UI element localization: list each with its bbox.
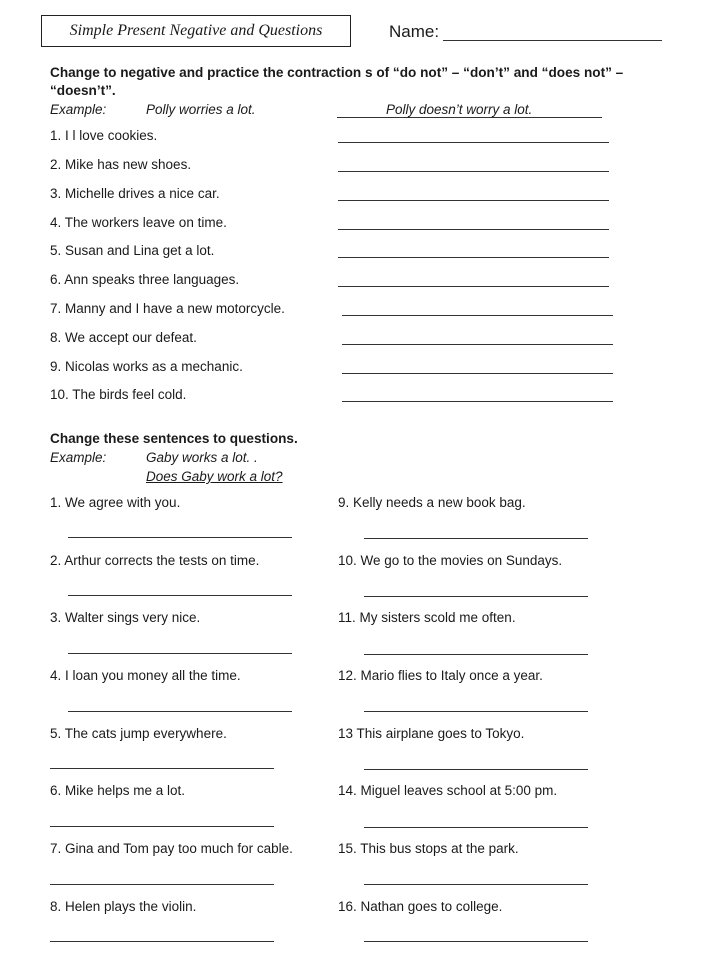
question-answer-line-11[interactable] (364, 654, 588, 655)
question-item-16: 16. Nathan goes to college. (338, 899, 503, 914)
question-answer-line-13[interactable] (364, 769, 588, 770)
question-answer-line-7[interactable] (50, 884, 274, 885)
negative-answer-line-10[interactable] (342, 401, 613, 402)
question-item-9: 9. Kelly needs a new book bag. (338, 495, 526, 510)
question-answer-line-14[interactable] (364, 827, 588, 828)
question-item-3: 3. Walter sings very nice. (50, 610, 201, 625)
negative-item-8: 8. We accept our defeat. (50, 330, 197, 345)
question-item-6: 6. Mike helps me a lot. (50, 783, 186, 798)
question-answer-line-1[interactable] (68, 537, 292, 538)
question-answer-line-10[interactable] (364, 596, 588, 597)
name-field-line[interactable] (443, 40, 662, 41)
question-answer-line-6[interactable] (50, 826, 274, 827)
negative-answer-line-3[interactable] (338, 200, 609, 201)
section2-instruction: Change these sentences to questions. (50, 431, 298, 446)
section1-example-answer-line (337, 117, 602, 118)
question-answer-line-8[interactable] (50, 941, 274, 942)
question-answer-line-9[interactable] (364, 538, 588, 539)
name-label: Name: (389, 22, 440, 41)
question-answer-line-15[interactable] (364, 884, 588, 885)
section1-example-answer: Polly doesn’t worry a lot. (386, 102, 533, 117)
negative-item-3: 3. Michelle drives a nice car. (50, 186, 220, 201)
question-item-15: 15. This bus stops at the park. (338, 841, 519, 856)
worksheet-title: Simple Present Negative and Questions (41, 15, 351, 47)
question-item-13: 13 This airplane goes to Tokyo. (338, 726, 525, 741)
negative-item-6: 6. Ann speaks three languages. (50, 272, 240, 287)
section2-example-answer: Does Gaby work a lot? (146, 469, 283, 484)
negative-answer-line-8[interactable] (342, 344, 613, 345)
question-answer-line-3[interactable] (68, 653, 292, 654)
negative-answer-line-2[interactable] (338, 171, 609, 172)
negative-answer-line-6[interactable] (338, 286, 609, 287)
question-item-8: 8. Helen plays the violin. (50, 899, 197, 914)
question-answer-line-12[interactable] (364, 711, 588, 712)
section1-instruction (50, 64, 710, 100)
section1-example-sentence: Polly worries a lot. (146, 102, 256, 117)
negative-item-9: 9. Nicolas works as a mechanic. (50, 359, 243, 374)
question-item-11: 11. My sisters scold me often. (338, 610, 516, 625)
negative-item-10: 10. The birds feel cold. (50, 387, 187, 402)
section1-instruction-line1: Change to negative and practice the contraction s of “do not” – “don’t” and “does not” – (50, 65, 624, 80)
question-answer-line-2[interactable] (68, 595, 292, 596)
negative-item-4: 4. The workers leave on time. (50, 215, 227, 230)
question-answer-line-16[interactable] (364, 941, 588, 942)
negative-item-5: 5. Susan and Lina get a lot. (50, 243, 215, 258)
negative-answer-line-9[interactable] (342, 373, 613, 374)
section1-instruction-line2: “doesn’t”. (50, 83, 116, 98)
question-item-14: 14. Miguel leaves school at 5:00 pm. (338, 783, 558, 798)
negative-answer-line-1[interactable] (338, 142, 609, 143)
negative-answer-line-5[interactable] (338, 257, 609, 258)
question-item-2: 2. Arthur corrects the tests on time. (50, 553, 260, 568)
question-item-4: 4. I loan you money all the time. (50, 668, 241, 683)
question-item-12: 12. Mario flies to Italy once a year. (338, 668, 543, 683)
question-item-5: 5. The cats jump everywhere. (50, 726, 227, 741)
negative-item-7: 7. Manny and I have a new motorcycle. (50, 301, 285, 316)
section2-example-sentence: Gaby works a lot. . (146, 450, 258, 465)
negative-answer-line-4[interactable] (338, 229, 609, 230)
question-item-10: 10. We go to the movies on Sundays. (338, 553, 563, 568)
section1-example-label: Example: (50, 102, 107, 117)
negative-answer-line-7[interactable] (342, 315, 613, 316)
question-answer-line-5[interactable] (50, 768, 274, 769)
question-item-1: 1. We agree with you. (50, 495, 181, 510)
question-item-7: 7. Gina and Tom pay too much for cable. (50, 841, 293, 856)
negative-item-2: 2. Mike has new shoes. (50, 157, 192, 172)
negative-item-1: 1. I l love cookies. (50, 128, 158, 143)
question-answer-line-4[interactable] (68, 711, 292, 712)
section2-example-label: Example: (50, 450, 107, 465)
